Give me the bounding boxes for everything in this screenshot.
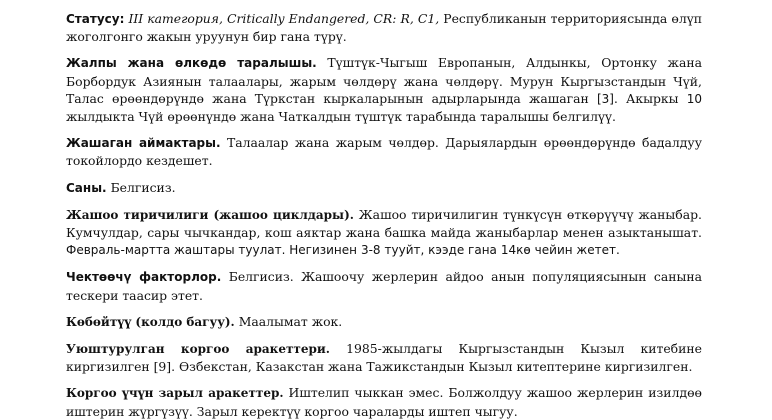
breeding-label: Көбөйтүү (колдо багуу).	[66, 314, 235, 329]
biology-text-4: чейин жетет.	[534, 243, 620, 258]
habitat-label: Жашаган аймактары.	[66, 136, 221, 151]
measures-text: 1985-жылдагы Кыргызстандын Кызыл китебине киргизилген [9]. Өзбекстан, Казакстан жана Тажикстандын Кызыл китептерине киргизилген.	[66, 341, 702, 375]
breeding-text: Маалымат жок.	[238, 313, 343, 329]
number-paragraph	[66, 179, 702, 197]
limiting-paragraph	[66, 268, 702, 303]
biology-paragraph	[66, 206, 702, 260]
biology-text-1: Жашоо тиричилигин түнкүсүн өткөрүүчү жаныбар. Кумчулдар, сары чычкандар, кош аяктар жана башка майда жаныбарлар менен азыктанышат.	[66, 206, 702, 241]
needed-label: Коргоо үчүн зарыл аракеттер.	[66, 386, 284, 401]
range-text-2: Акыркы	[625, 90, 679, 106]
range-text-1: Түштүк-Чыгыш Европанын, Алдынкы, Ортонку жана Борбордук Азиянын талаалары, жарым чөлдөрү жана чөлдөрү. Мурун Кыргызстандын Чүй, Талас өрөөндөрүндө жана Түркстан кыркаларынын адырларында жашаган	[66, 55, 702, 106]
biology-text-2: Февраль-мартта жаштары туулат. Негизинен	[66, 243, 357, 258]
biology-text-3: тууйт, кээде гана	[384, 243, 497, 258]
needed-paragraph	[66, 384, 702, 419]
range-text-3: жылдыкта Чүй өрөөнүндө жана Чаткалдын түштүк тарабында таралышы белгилүү.	[66, 109, 616, 125]
breeding-paragraph	[66, 313, 702, 331]
measures-paragraph	[66, 340, 702, 375]
range-paragraph	[66, 54, 702, 125]
limiting-label: Чектөөчү факторлор.	[66, 270, 222, 285]
biology-number-2: 14кө	[500, 243, 531, 258]
range-reference: [3].	[596, 91, 618, 106]
range-label: Жалпы жана өлкөдө таралышы.	[66, 56, 317, 71]
status-category: III категория, Critically Endangered, CR: R, C1,	[128, 11, 440, 26]
biology-number-1: 3-8	[360, 243, 381, 258]
status-paragraph	[66, 10, 702, 45]
range-number: 10	[686, 91, 702, 106]
status-text: Республиканын территориясында өлүп жоголгонго жакын уруунун бир гана түрү.	[66, 11, 702, 45]
biology-label: Жашоо тиричилиги (жашоо циклдары).	[66, 207, 354, 222]
status-label: Статусу:	[66, 12, 125, 26]
needed-text: Иштелип чыккан эмес. Болжолдуу жашоо жерлерин изилдөө иштерин жүргүзүү. Зарыл керектүү коргоо чараларды иштеп чыгуу.	[66, 385, 702, 419]
habitat-text: Талаалар жана жарым чөлдөр. Дарыялардын өрөөндөрүндө бадалдуу токойлордо кездешет.	[66, 135, 702, 169]
habitat-paragraph	[66, 134, 702, 169]
number-label: Саны.	[66, 180, 107, 195]
limiting-text: Белгисиз. Жашоочу жерлерин айдоо анын популяциясынын санына тескери таасир этет.	[66, 269, 702, 303]
measures-label: Уюштурулган коргоо аракеттери.	[66, 342, 330, 357]
number-text: Белгисиз.	[110, 179, 176, 195]
